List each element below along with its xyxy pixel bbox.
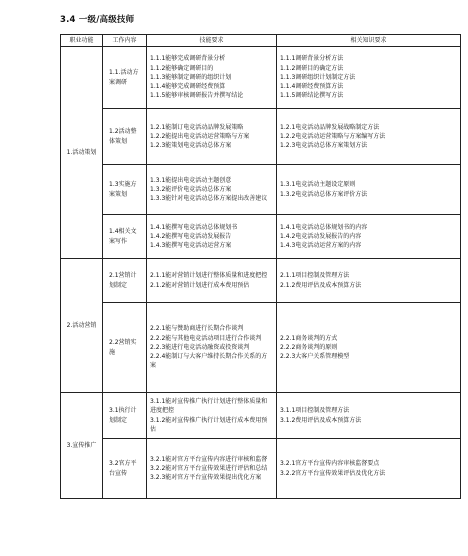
skill-item: 1.4.2能撰写电竞活动发展报告 <box>150 232 232 240</box>
skill-item: 1.3.2能评价电竞活动总体方案 <box>150 185 232 193</box>
skills-cell <box>147 165 277 215</box>
work-content-cell: 1.2活动整体策划 <box>103 109 147 165</box>
table-row <box>61 109 461 165</box>
skill-item: 1.3.1能提出电竞活动主题创意 <box>150 176 232 184</box>
knowledge-item: 1.1.5调研结论撰写方法 <box>280 92 344 100</box>
knowledge-item: 3.2.2官方平台宣传效果评估及优化方法 <box>280 469 386 477</box>
skill-item: 3.2.1能对官方平台宣传内容进行审核和监督 <box>150 455 268 463</box>
knowledge-item: 2.2.1商务谈判的方式 <box>280 334 338 342</box>
knowledge-cell <box>277 439 461 499</box>
knowledge-item: 1.4.3电竞活动运营方案的内容 <box>280 242 362 250</box>
header-function: 职业功能 <box>61 35 103 47</box>
skill-item: 1.4.1能撰写电竞活动总体规划书 <box>150 223 238 231</box>
knowledge-item: 2.2.3大客户关系管理模型 <box>280 353 350 361</box>
work-content-cell: 1.4相关文案写作 <box>103 215 147 259</box>
knowledge-item: 3.2.1官方平台宣传内容审核监督要点 <box>280 460 380 468</box>
table-row <box>61 303 461 393</box>
skills-cell <box>147 215 277 259</box>
skill-item: 1.2.1能制订电竞活动品牌发展策略 <box>150 123 244 131</box>
skill-item: 3.2.3能对官方平台宣传效果提出优化方案 <box>150 474 262 482</box>
knowledge-item: 2.1.1项目控制及管理方法 <box>280 272 350 280</box>
knowledge-item: 1.1.1调研背景分析方法 <box>280 55 344 63</box>
header-knowledge: 相关知识要求 <box>277 35 461 47</box>
skills-cell <box>147 303 277 393</box>
table-body <box>61 47 461 499</box>
knowledge-item: 2.2.2商务谈判的原则 <box>280 343 338 351</box>
knowledge-cell <box>277 215 461 259</box>
skills-table <box>60 34 461 499</box>
skills-cell <box>147 109 277 165</box>
knowledge-cell <box>277 303 461 393</box>
table-row <box>61 393 461 439</box>
table-row <box>61 439 461 499</box>
skill-item: 2.1.2能对营销计划进行成本费用预估 <box>150 281 250 289</box>
skill-item: 2.2.1能与赞助商进行长期合作谈判 <box>150 325 244 333</box>
table-row <box>61 215 461 259</box>
skill-item: 2.2.3能进行电竞活动融资或投资谈判 <box>150 343 250 351</box>
knowledge-cell <box>277 109 461 165</box>
knowledge-item: 1.1.4调研经费预算方法 <box>280 83 344 91</box>
knowledge-item: 3.1.2费用评估及成本预算方法 <box>280 416 362 424</box>
skill-item: 1.1.2能够确定调研目的 <box>150 64 214 72</box>
table-row <box>61 165 461 215</box>
skills-cell <box>147 393 277 439</box>
header-content: 工作内容 <box>103 35 147 47</box>
knowledge-cell <box>277 393 461 439</box>
skill-item: 1.3.3能针对电竞活动总体方案提出改善建议 <box>150 195 268 203</box>
table-row <box>61 47 461 109</box>
knowledge-item: 1.3.1电竞活动主题设定原则 <box>280 181 356 189</box>
knowledge-cell <box>277 259 461 303</box>
table-row <box>61 259 461 303</box>
skill-item: 1.1.3能够制定调研的组织计划 <box>150 73 232 81</box>
skill-item: 1.1.5能够审核调研报告并撰写结论 <box>150 92 244 100</box>
knowledge-item: 1.3.2电竞活动总体方案评价方法 <box>280 190 368 198</box>
knowledge-item: 3.1.1项目控制及管理方法 <box>280 407 350 415</box>
knowledge-item: 1.2.1电竞活动品牌发展战略制定方法 <box>280 123 380 131</box>
skill-item: 1.2.2能提出电竞活动运营策略与方案 <box>150 132 250 140</box>
knowledge-cell <box>277 47 461 109</box>
skill-item: 2.2.4能制订与大客户维持长期合作关系的方案 <box>150 353 268 370</box>
work-content-cell: 3.2官方平台宣传 <box>103 439 147 499</box>
table-header <box>61 35 461 47</box>
knowledge-item: 1.1.2调研目的确定方法 <box>280 64 344 72</box>
knowledge-item: 1.2.2电竞活动运营策略与方案编写方法 <box>280 132 386 140</box>
skills-cell <box>147 439 277 499</box>
skill-item: 2.2.2能与其他电竞活动项目进行合作谈判 <box>150 334 262 342</box>
skills-cell <box>147 259 277 303</box>
work-content-cell: 3.1执行计划制定 <box>103 393 147 439</box>
skill-item: 2.1.1能对营销计划进行整体质量和进度把控 <box>150 272 268 280</box>
work-content-cell: 2.1营销计划制定 <box>103 259 147 303</box>
work-content-cell: 2.2营销实施 <box>103 303 147 393</box>
function-cell: 3.宣传推广 <box>61 393 103 499</box>
skill-item: 1.1.1能够完成调研背景分析 <box>150 55 226 63</box>
skill-item: 1.1.4能够完成调研经费预算 <box>150 83 226 91</box>
function-cell: 2.活动营销 <box>61 259 103 393</box>
knowledge-cell <box>277 165 461 215</box>
knowledge-item: 1.1.3调研组织计划制定方法 <box>280 73 356 81</box>
skill-item: 1.4.3能撰写电竞活动运营方案 <box>150 242 232 250</box>
work-content-cell: 1.3实施方案策划 <box>103 165 147 215</box>
skill-item: 3.1.2能对宣传推广执行计划进行成本费用预估 <box>150 416 268 433</box>
knowledge-item: 2.1.2费用评估及成本预算方法 <box>280 281 362 289</box>
knowledge-item: 1.4.2电竞活动发展报告的内容 <box>280 232 362 240</box>
function-cell: 1.活动策划 <box>61 47 103 259</box>
skills-cell <box>147 47 277 109</box>
section-heading: 3.4 一级/高级技师 <box>60 15 135 25</box>
header-skills: 技能要求 <box>147 35 277 47</box>
skill-item: 1.2.3能策划电竞活动总体方案 <box>150 142 232 150</box>
header-row <box>61 35 461 47</box>
knowledge-item: 1.4.1电竞活动总体规划书的内容 <box>280 223 368 231</box>
work-content-cell: 1.1.活动方案调研 <box>103 47 147 109</box>
knowledge-item: 1.2.3电竞活动总体方案策划方法 <box>280 142 368 150</box>
skill-item: 3.2.2能对官方平台宣传效果进行评估和总结 <box>150 464 268 472</box>
skill-item: 3.1.1能对宣传推广执行计划进行整体质量和进度把控 <box>150 398 268 415</box>
